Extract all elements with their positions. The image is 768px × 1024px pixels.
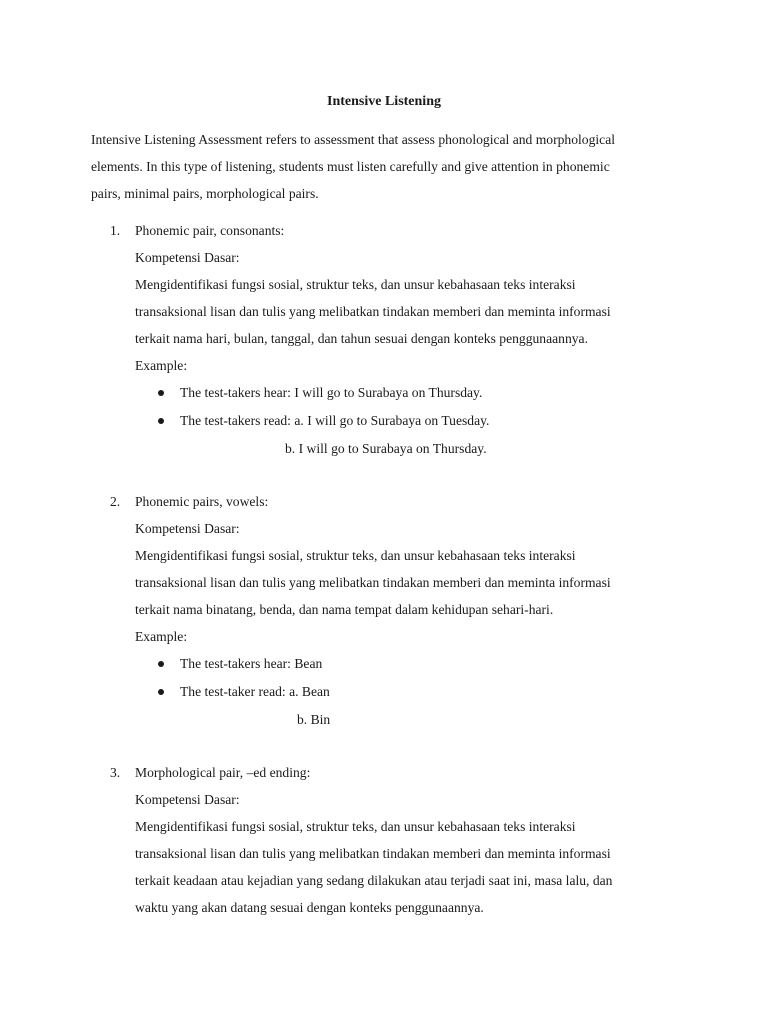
example-bullet	[135, 650, 680, 678]
list-item-body	[135, 759, 680, 921]
list-item-2	[110, 488, 680, 734]
item-heading: Phonemic pair, consonants:	[135, 223, 285, 238]
list-item-3	[110, 759, 680, 921]
bullet-text: The test-taker read: a. Bean	[180, 684, 330, 699]
document-title: Intensive Listening	[327, 94, 441, 109]
example-bullets	[135, 650, 680, 706]
bullet-text: The test-takers hear: Bean	[180, 656, 323, 671]
intro-line: pairs, minimal pairs, morphological pairs.	[91, 186, 319, 201]
intro-line: Intensive Listening Assessment refers to assessment that assess phonological and morphological	[91, 132, 616, 147]
example-bullet	[135, 379, 680, 407]
option-b: b. Bin	[297, 712, 331, 727]
bullet-text: The test-takers read: a. I will go to Surabaya on Tuesday.	[180, 413, 490, 428]
list-number: 2.	[110, 494, 121, 509]
example-bullet	[135, 407, 680, 435]
kd-text-line: Mengidentifikasi fungsi sosial, struktur teks, dan unsur kebahasaan teks interaksi	[135, 548, 576, 563]
kd-label: Kompetensi Dasar:	[135, 521, 240, 536]
list-item-body	[135, 217, 680, 463]
example-bullet	[135, 678, 680, 706]
list-item-1	[110, 217, 680, 463]
kd-text-line: transaksional lisan dan tulis yang melibatkan tindakan memberi dan meminta informasi	[135, 575, 611, 590]
bullet-icon	[158, 661, 164, 667]
bullet-text: The test-takers hear: I will go to Surabaya on Thursday.	[180, 385, 483, 400]
intro-paragraph	[91, 126, 691, 207]
kd-text-line: transaksional lisan dan tulis yang melibatkan tindakan memberi dan meminta informasi	[135, 846, 611, 861]
list-number: 3.	[110, 765, 121, 780]
kd-text-line: terkait nama hari, bulan, tanggal, dan tahun sesuai dengan konteks penggunaannya.	[135, 331, 588, 346]
kd-label: Kompetensi Dasar:	[135, 792, 240, 807]
bullet-icon	[158, 689, 164, 695]
bullet-icon	[158, 390, 164, 396]
kd-text-line: terkait nama binatang, benda, dan nama tempat dalam kehidupan sehari-hari.	[135, 602, 554, 617]
kd-text-line: terkait keadaan atau kejadian yang sedang dilakukan atau terjadi saat ini, masa lalu, dan	[135, 873, 613, 888]
kd-text-line: waktu yang akan datang sesuai dengan konteks penggunaannya.	[135, 900, 484, 915]
item-heading: Morphological pair, –ed ending:	[135, 765, 311, 780]
option-b: b. I will go to Surabaya on Thursday.	[285, 441, 487, 456]
kd-text-line: Mengidentifikasi fungsi sosial, struktur teks, dan unsur kebahasaan teks interaksi	[135, 277, 576, 292]
list-item-body	[135, 488, 680, 734]
kd-text-line: transaksional lisan dan tulis yang melibatkan tindakan memberi dan meminta informasi	[135, 304, 611, 319]
kd-label: Kompetensi Dasar:	[135, 250, 240, 265]
example-label: Example:	[135, 629, 188, 644]
kd-text-line: Mengidentifikasi fungsi sosial, struktur teks, dan unsur kebahasaan teks interaksi	[135, 819, 576, 834]
example-bullets	[135, 379, 680, 435]
bullet-icon	[158, 418, 164, 424]
example-label: Example:	[135, 358, 188, 373]
list-number: 1.	[110, 223, 121, 238]
intro-line: elements. In this type of listening, students must listen carefully and give attention in phonemic	[91, 159, 610, 174]
item-heading: Phonemic pairs, vowels:	[135, 494, 269, 509]
